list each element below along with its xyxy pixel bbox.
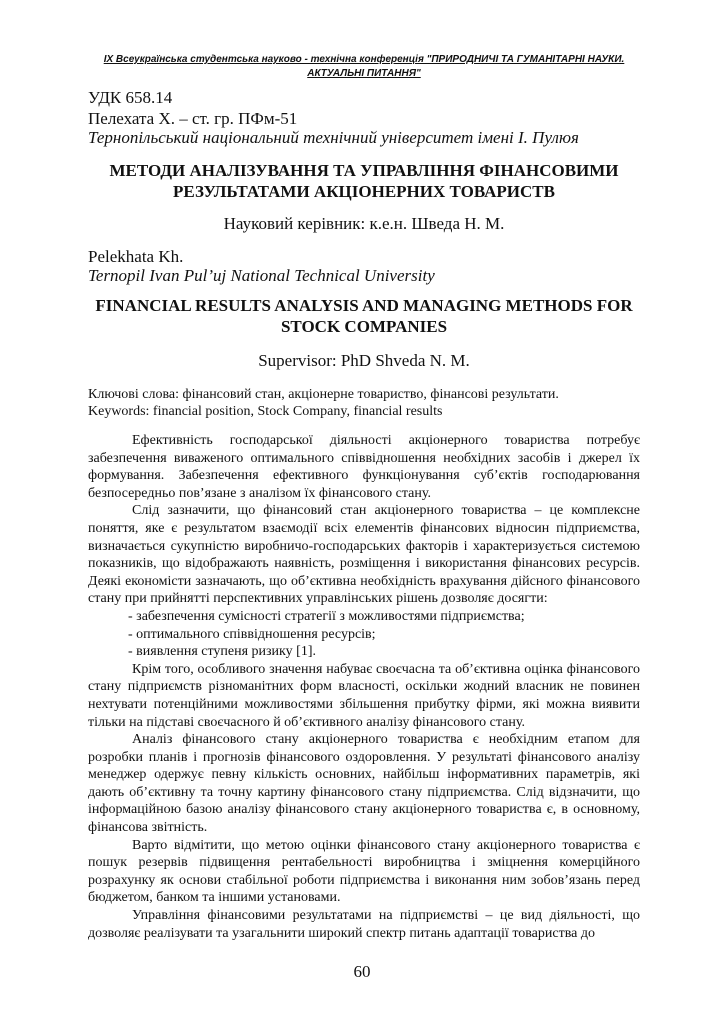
conference-header: IX Всеукраїнська студентська науково - технічна конференція "ПРИРОДНИЧІ ТА ГУМАНІТАРНІ НАУКИ. АКТУАЛЬНІ ПИТАННЯ" — [103, 54, 625, 79]
keywords-en: Keywords: financial position, Stock Company, financial results — [88, 404, 443, 419]
author-en: Pelekhata Kh. — [88, 247, 184, 266]
paragraph: Управління фінансовими результатами на підприємстві – це вид діяльності, що дозволяє реалізувати та узагальнити широкий спектр питань адаптації товариства до — [88, 908, 640, 941]
list-item: - забезпечення сумісності стратегії з можливостями підприємства; — [128, 608, 525, 624]
paragraph: Слід зазначити, що фінансовий стан акціонерного товариства – це комплексне поняття, яке є результатом взаємодії всіх елементів фінансових відносин підприємства, визначається сукупністю виробничо-господарських факторів і характеризується системою показників, що відображають наявність, розміщення і використання фінансових ресурсів. Деякі економісти зазначають, що об’єктивна необхідність врахування дійсного фінансового стану при прийнятті перспективних управлінських рішень дозволяє досягти: — [88, 503, 640, 607]
paragraph: Аналіз фінансового стану акціонерного товариства є необхідним етапом для розробки планів і прогнозів фінансового оздоровлення. У результаті фінансового аналізу менеджер одержує певну кількість основних, найбільш інформативних параметрів, які дають об’єктивну та точну картину фінансового стану підприємства. Слід відзначити, що інформаційною базою аналізу фінансового стану акціонерного товариства є, в основному, фінансова звітність. — [88, 732, 640, 836]
author-ua: Пелехата Х. – ст. гр. ПФм-51 — [88, 109, 298, 128]
paragraph: Крім того, особливого значення набуває своєчасна та об’єктивна оцінка фінансового стану підприємств різноманітних форм власності, оскільки жодний власник не повинен нехтувати потенційними можливостями збільшення прибутку фірми, які можна виявити тільки на підставі своєчасного й об’єктивного аналізу фінансового стану. — [88, 661, 640, 730]
title-ua: МЕТОДИ АНАЛІЗУВАННЯ ТА УПРАВЛІННЯ ФІНАНСОВИМИ РЕЗУЛЬТАТАМИ АКЦІОНЕРНИХ ТОВАРИСТВ — [109, 161, 619, 201]
udk-code: УДК 658.14 — [88, 88, 173, 107]
keywords-ua: Ключові слова: фінансовий стан, акціонерне товариство, фінансові результати. — [88, 387, 559, 402]
paragraph: Варто відмітити, що метою оцінки фінансового стану акціонерного товариства є пошук резервів підвищення рентабельності виробництва і зміцнення комерційного розрахунку як основи стабільної роботи підприємства і виконання ним зобов’язань перед бюджетом, банком та іншими установами. — [88, 837, 640, 906]
affiliation-ua: Тернопільський національний технічний університет імені І. Пулюя — [88, 128, 579, 147]
title-en: FINANCIAL RESULTS ANALYSIS AND MANAGING METHODS FOR STOCK COMPANIES — [95, 296, 633, 336]
affiliation-en: Ternopil Ivan Pul’uj National Technical University — [88, 266, 435, 285]
list-item: - оптимального співвідношення ресурсів; — [128, 626, 376, 642]
body-text — [88, 432, 640, 942]
page-number: 60 — [353, 962, 371, 981]
list-item: - виявлення ступеня ризику [1]. — [128, 644, 316, 660]
supervisor-ua: Науковий керівник: к.е.н. Шведа Н. М. — [223, 214, 505, 233]
supervisor-en: Supervisor: PhD Shveda N. M. — [258, 351, 470, 370]
paragraph: Ефективність господарської діяльності акціонерного товариства потребує забезпечення виваженого оптимального співвідношення необхідних засобів і джерел їх формування. Забезпечення ефективного функціонування суб’єктів господарювання безпосередньо пов’язане з аналізом їх фінансового стану. — [88, 433, 640, 501]
